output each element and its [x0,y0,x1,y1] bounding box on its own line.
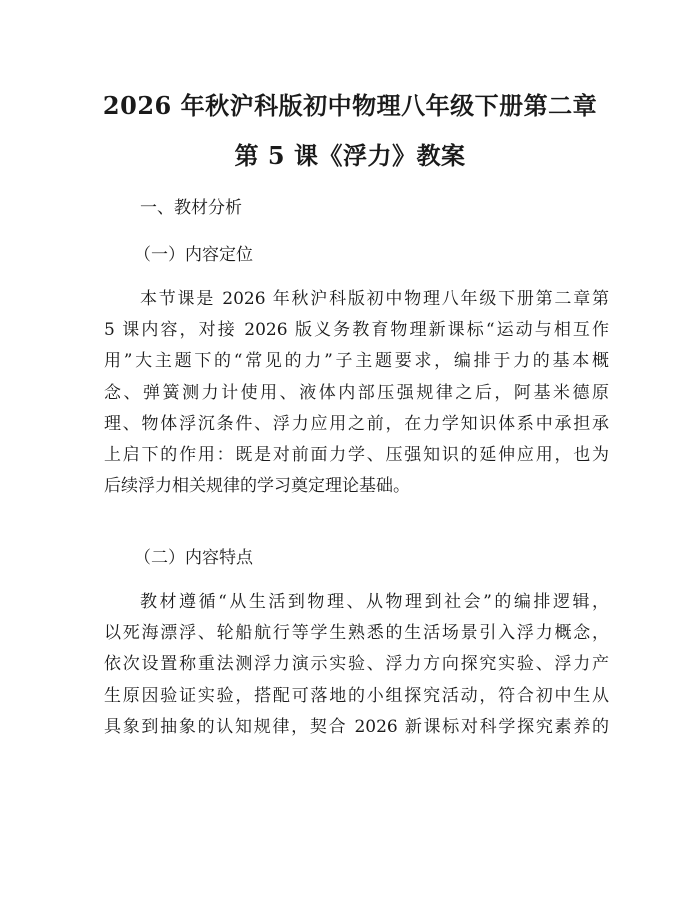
paragraph-line: 后续浮力相关规律的学习奠定理论基础。 [104,476,410,497]
paragraph-content-features [104,587,609,743]
paragraph-line: 用”大主题下的“常见的力”子主题要求，编排于力的基本概 [104,351,609,372]
paragraph-line: 依次设置称重法测浮力演示实验、浮力方向探究实验、浮力产 [104,654,609,675]
paragraph-line: 5 课内容，对接 2026 版义务教育物理新课标“运动与相互作 [104,320,609,341]
paragraph-content-positioning [104,284,609,502]
paragraph-line: 以死海漂浮、轮船航行等学生熟悉的生活场景引入浮力概念， [104,623,609,644]
paragraph-line: 理、物体浮沉条件、浮力应用之前，在力学知识体系中承担承 [104,413,609,434]
section-heading-textbook-analysis: 一、教材分析 [140,198,242,218]
paragraph-line: 念、弹簧测力计使用、液体内部压强规律之后，阿基米德原 [104,382,609,403]
paragraph-line: 具象到抽象的认知规律，契合 2026 新课标对科学探究素养的 [104,716,609,737]
paragraph-line: 上启下的作用：既是对前面力学、压强知识的延伸应用，也为 [104,444,609,465]
document-title-line-1: 2026 年秋沪科版初中物理八年级下册第二章 [102,91,598,120]
paragraph-line: 生原因验证实验，搭配可落地的小组探究活动，符合初中生从 [104,685,609,706]
subsection-heading-content-features: （二）内容特点 [134,548,253,568]
subsection-heading-content-positioning: （一）内容定位 [134,245,253,265]
paragraph-line: 本节课是 2026 年秋沪科版初中物理八年级下册第二章第 [140,289,609,309]
paragraph-line: 教材遵循“从生活到物理、从物理到社会”的编排逻辑， [140,592,609,612]
document-title-line-2: 第 5 课《浮力》教案 [234,141,466,170]
